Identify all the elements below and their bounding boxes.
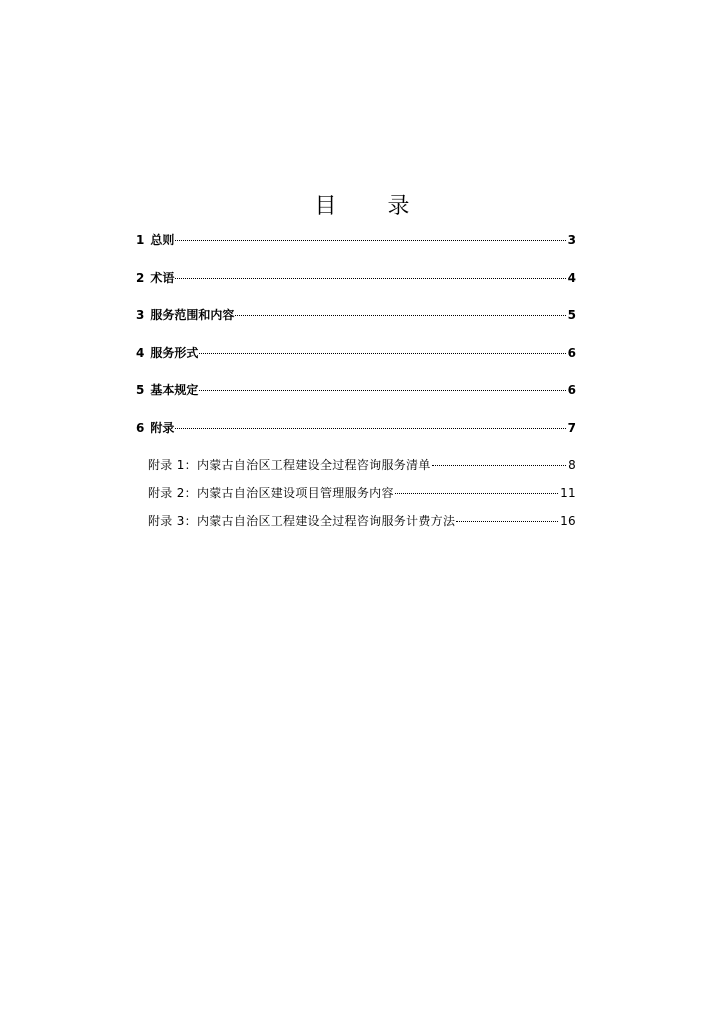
dot-leader	[175, 278, 565, 279]
toc-entry-label: 术语	[150, 270, 175, 285]
toc-subentry-appendix-2[interactable]	[136, 485, 576, 513]
dot-leader	[456, 521, 558, 522]
dot-leader	[175, 240, 565, 241]
toc-subentry-label: 附录 1：内蒙古自治区工程建设全过程咨询服务清单	[148, 458, 431, 472]
toc-entry-label: 服务形式	[150, 345, 199, 360]
toc-entry-scope[interactable]	[136, 307, 576, 345]
toc-entry-page: 6	[567, 345, 576, 360]
toc-entry-page: 3	[567, 233, 576, 247]
toc-subentry-appendix-1[interactable]	[136, 457, 576, 485]
dot-leader	[199, 353, 565, 354]
toc-entry-number: 3	[136, 308, 145, 322]
toc-subentry-label: 附录 2：内蒙古自治区建设项目管理服务内容	[148, 486, 394, 500]
toc-entry-label: 服务范围和内容	[150, 308, 235, 322]
toc-entry-page: 5	[567, 308, 576, 322]
toc-entry-label: 总则	[150, 233, 175, 247]
toc-entry-number: 1	[136, 233, 145, 247]
toc-subentry-label: 附录 3：内蒙古自治区工程建设全过程咨询服务计费方法	[148, 514, 456, 528]
toc-entry-terms[interactable]	[136, 270, 576, 308]
toc-title: 目 录	[314, 194, 432, 219]
toc-entry-service-form[interactable]	[136, 345, 576, 383]
toc-entry-page: 6	[567, 383, 576, 397]
toc-entry-number: 5	[136, 383, 145, 397]
toc-entry-label: 基本规定	[150, 383, 199, 397]
dot-leader	[395, 493, 558, 494]
toc-subentry-appendix-3[interactable]	[136, 513, 576, 541]
table-of-contents	[136, 232, 576, 541]
dot-leader	[199, 390, 565, 391]
toc-entry-general[interactable]	[136, 232, 576, 270]
toc-entry-appendix[interactable]	[136, 420, 576, 458]
toc-entry-number: 6	[136, 420, 145, 435]
dot-leader	[432, 465, 566, 466]
toc-subentry-page: 16	[560, 514, 576, 528]
toc-subentry-page: 8	[568, 458, 576, 472]
dot-leader	[175, 428, 565, 429]
toc-entry-basic-rules[interactable]	[136, 382, 576, 420]
toc-entry-page: 4	[567, 270, 576, 285]
toc-subentry-page: 11	[560, 486, 576, 500]
toc-entry-page: 7	[567, 420, 576, 435]
toc-entry-number: 2	[136, 270, 145, 285]
dot-leader	[235, 315, 565, 316]
toc-entry-number: 4	[136, 345, 145, 360]
toc-entry-label: 附录	[150, 420, 175, 435]
